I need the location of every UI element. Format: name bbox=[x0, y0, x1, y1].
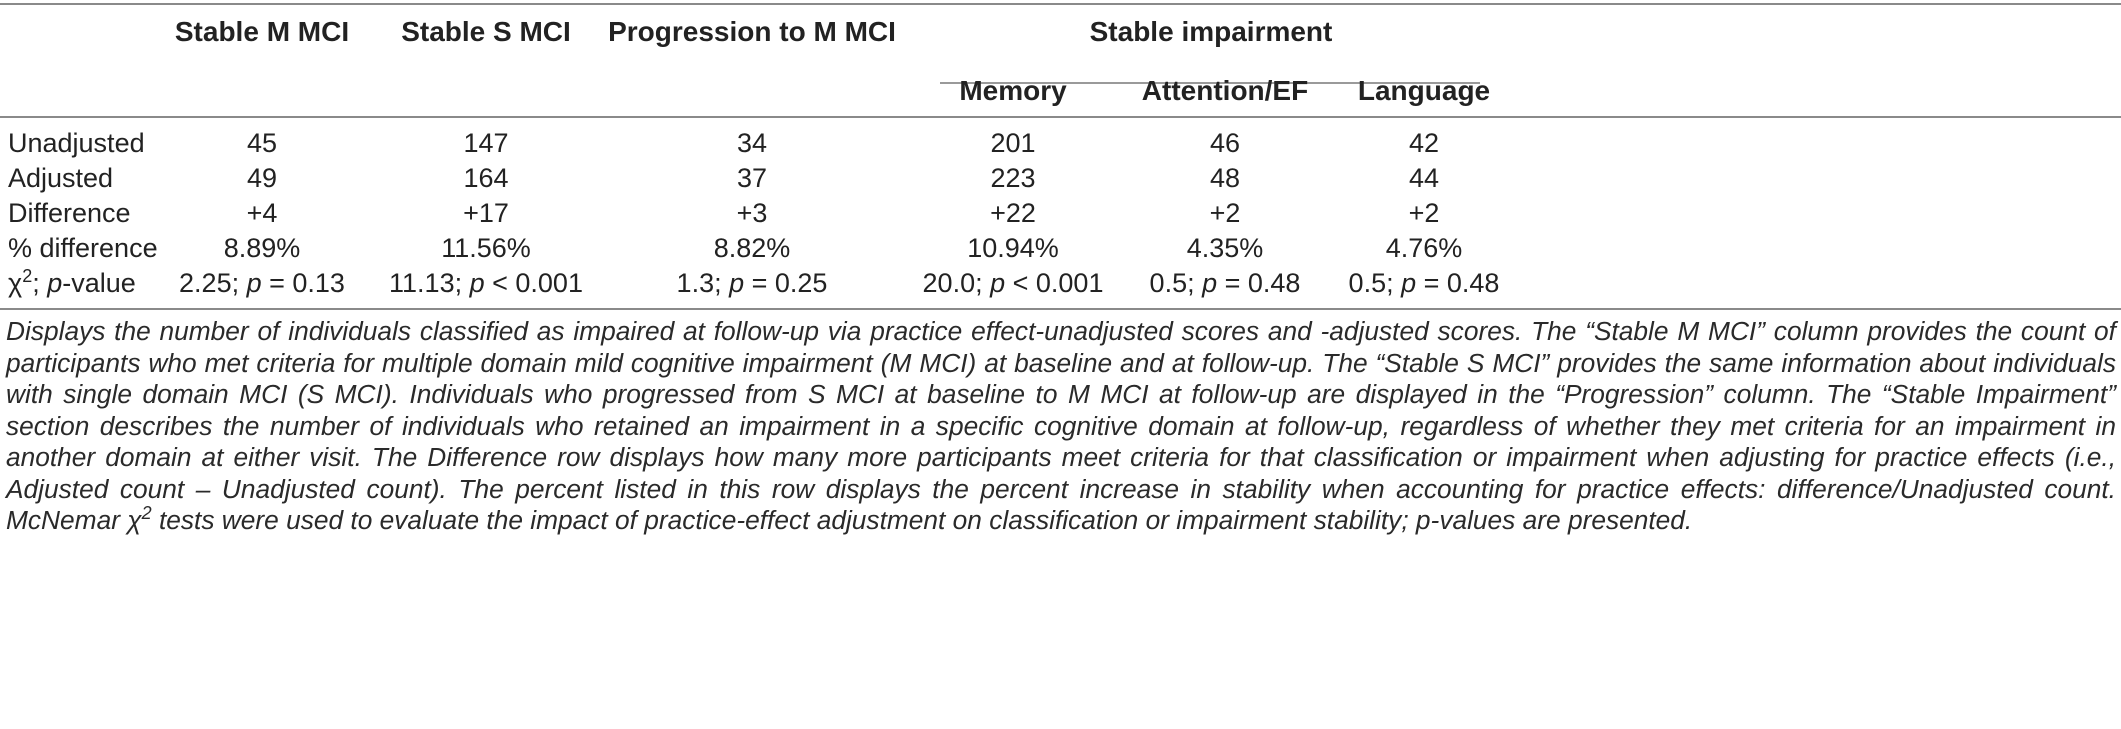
table-cell: 164 bbox=[463, 163, 509, 193]
table-cell bbox=[1150, 266, 1301, 300]
table-cell: 147 bbox=[463, 128, 509, 158]
stat-p-value: = 0.48 bbox=[1416, 268, 1500, 298]
row-label-chi-square-p-value bbox=[8, 266, 136, 300]
table-cell: 37 bbox=[736, 163, 768, 193]
stat-p: p bbox=[1401, 268, 1417, 298]
row-label-difference: Difference bbox=[8, 198, 131, 228]
chi-superscript: 2 bbox=[22, 266, 33, 286]
header-rule bbox=[0, 116, 2121, 118]
table-cell bbox=[389, 266, 583, 300]
table-bottom-rule bbox=[0, 308, 2121, 310]
table-cell: 8.82% bbox=[713, 233, 791, 263]
table-cell bbox=[179, 266, 345, 300]
stat-value: 11.13; bbox=[389, 268, 470, 298]
header-stable-impairment: Stable impairment bbox=[1089, 16, 1333, 47]
table-cell: 44 bbox=[1408, 163, 1440, 193]
header-progression: Progression to M MCI bbox=[608, 16, 896, 47]
table-cell: 48 bbox=[1209, 163, 1241, 193]
table-cell: 49 bbox=[246, 163, 278, 193]
stat-p-value: < 0.001 bbox=[1005, 268, 1104, 298]
stat-p: p bbox=[990, 268, 1006, 298]
table-cell: +2 bbox=[1408, 198, 1440, 228]
label-tail: -value bbox=[62, 268, 136, 298]
table-cell: +17 bbox=[463, 198, 509, 228]
table-cell: 34 bbox=[736, 128, 768, 158]
subheader-memory: Memory bbox=[959, 75, 1067, 106]
table-top-rule bbox=[0, 3, 2121, 5]
footnote-text: Displays the number of individuals classified as impaired at follow-up via practice effect-unadjusted scores and -adjusted scores. The “Stable M MCI” column provides the count of participants who met criteria for multiple domain mild cognitive impairment (M MCI) at baseline and at follow-up. The “Stable S MCI” provides the same information about individuals with single domain MCI (S MCI). Individuals who progressed from S MCI at baseline to M MCI at follow-up are displayed in the “Progression” column. The “Stable Impairment” section describes the number of individuals who retained an impairment in a specific cognitive domain at follow-up, regardless of whether they met criteria for an impairment in another domain at either visit. The Difference row displays how many more participants meet criteria for that classification or impairment when adjusting for practice effects (i.e., Adjusted count – Unadjusted count). The percent listed in this row displays the percent increase in stability when accounting for practice effects: difference/Unadjusted count. McNemar χ bbox=[6, 316, 2116, 535]
table-cell bbox=[1349, 266, 1500, 300]
table-cell: +3 bbox=[736, 198, 768, 228]
stat-p-value: < 0.001 bbox=[484, 268, 583, 298]
table-cell: 4.35% bbox=[1186, 233, 1264, 263]
label-separator: ; bbox=[32, 268, 48, 298]
table-cell: 4.76% bbox=[1385, 233, 1463, 263]
row-label-adjusted: Adjusted bbox=[8, 163, 114, 193]
table-cell: 46 bbox=[1209, 128, 1241, 158]
stat-value: 20.0; bbox=[922, 268, 991, 298]
stat-p-value: = 0.25 bbox=[744, 268, 828, 298]
table-cell: +2 bbox=[1209, 198, 1241, 228]
chi-symbol: χ bbox=[8, 268, 23, 298]
stat-p: p bbox=[729, 268, 745, 298]
footnote-superscript: 2 bbox=[141, 503, 152, 524]
stat-p-value: = 0.13 bbox=[261, 268, 345, 298]
header-stable-m-mci: Stable M MCI bbox=[174, 16, 350, 47]
table-cell: +4 bbox=[246, 198, 278, 228]
table-cell: 45 bbox=[246, 128, 278, 158]
stat-value: 2.25; bbox=[179, 268, 247, 298]
table-cell bbox=[923, 266, 1104, 300]
header-stable-s-mci: Stable S MCI bbox=[401, 16, 571, 47]
subheader-attention-ef: Attention/EF bbox=[1141, 75, 1309, 106]
subheader-language: Language bbox=[1357, 75, 1491, 106]
table-cell: 42 bbox=[1408, 128, 1440, 158]
stat-p: p bbox=[246, 268, 262, 298]
stat-p-value: = 0.48 bbox=[1217, 268, 1301, 298]
table-cell bbox=[677, 266, 828, 300]
table-cell: 11.56% bbox=[441, 233, 531, 263]
row-label-percent-difference: % difference bbox=[8, 233, 158, 263]
table-footnote bbox=[6, 316, 2116, 537]
table-cell: 201 bbox=[990, 128, 1036, 158]
row-label-unadjusted: Unadjusted bbox=[8, 128, 145, 158]
stat-value: 1.3; bbox=[676, 268, 730, 298]
footnote-text-end: tests were used to evaluate the impact of practice-effect adjustment on classification or impairment stability; p-values are presented. bbox=[151, 505, 1693, 535]
table-cell: +22 bbox=[990, 198, 1036, 228]
stat-p: p bbox=[1202, 268, 1218, 298]
stat-p: p bbox=[469, 268, 485, 298]
stat-value: 0.5; bbox=[1149, 268, 1203, 298]
table-cell: 8.89% bbox=[223, 233, 301, 263]
label-p: p bbox=[47, 268, 63, 298]
table-cell: 10.94% bbox=[967, 233, 1059, 263]
stat-value: 0.5; bbox=[1348, 268, 1402, 298]
table-cell: 223 bbox=[990, 163, 1036, 193]
